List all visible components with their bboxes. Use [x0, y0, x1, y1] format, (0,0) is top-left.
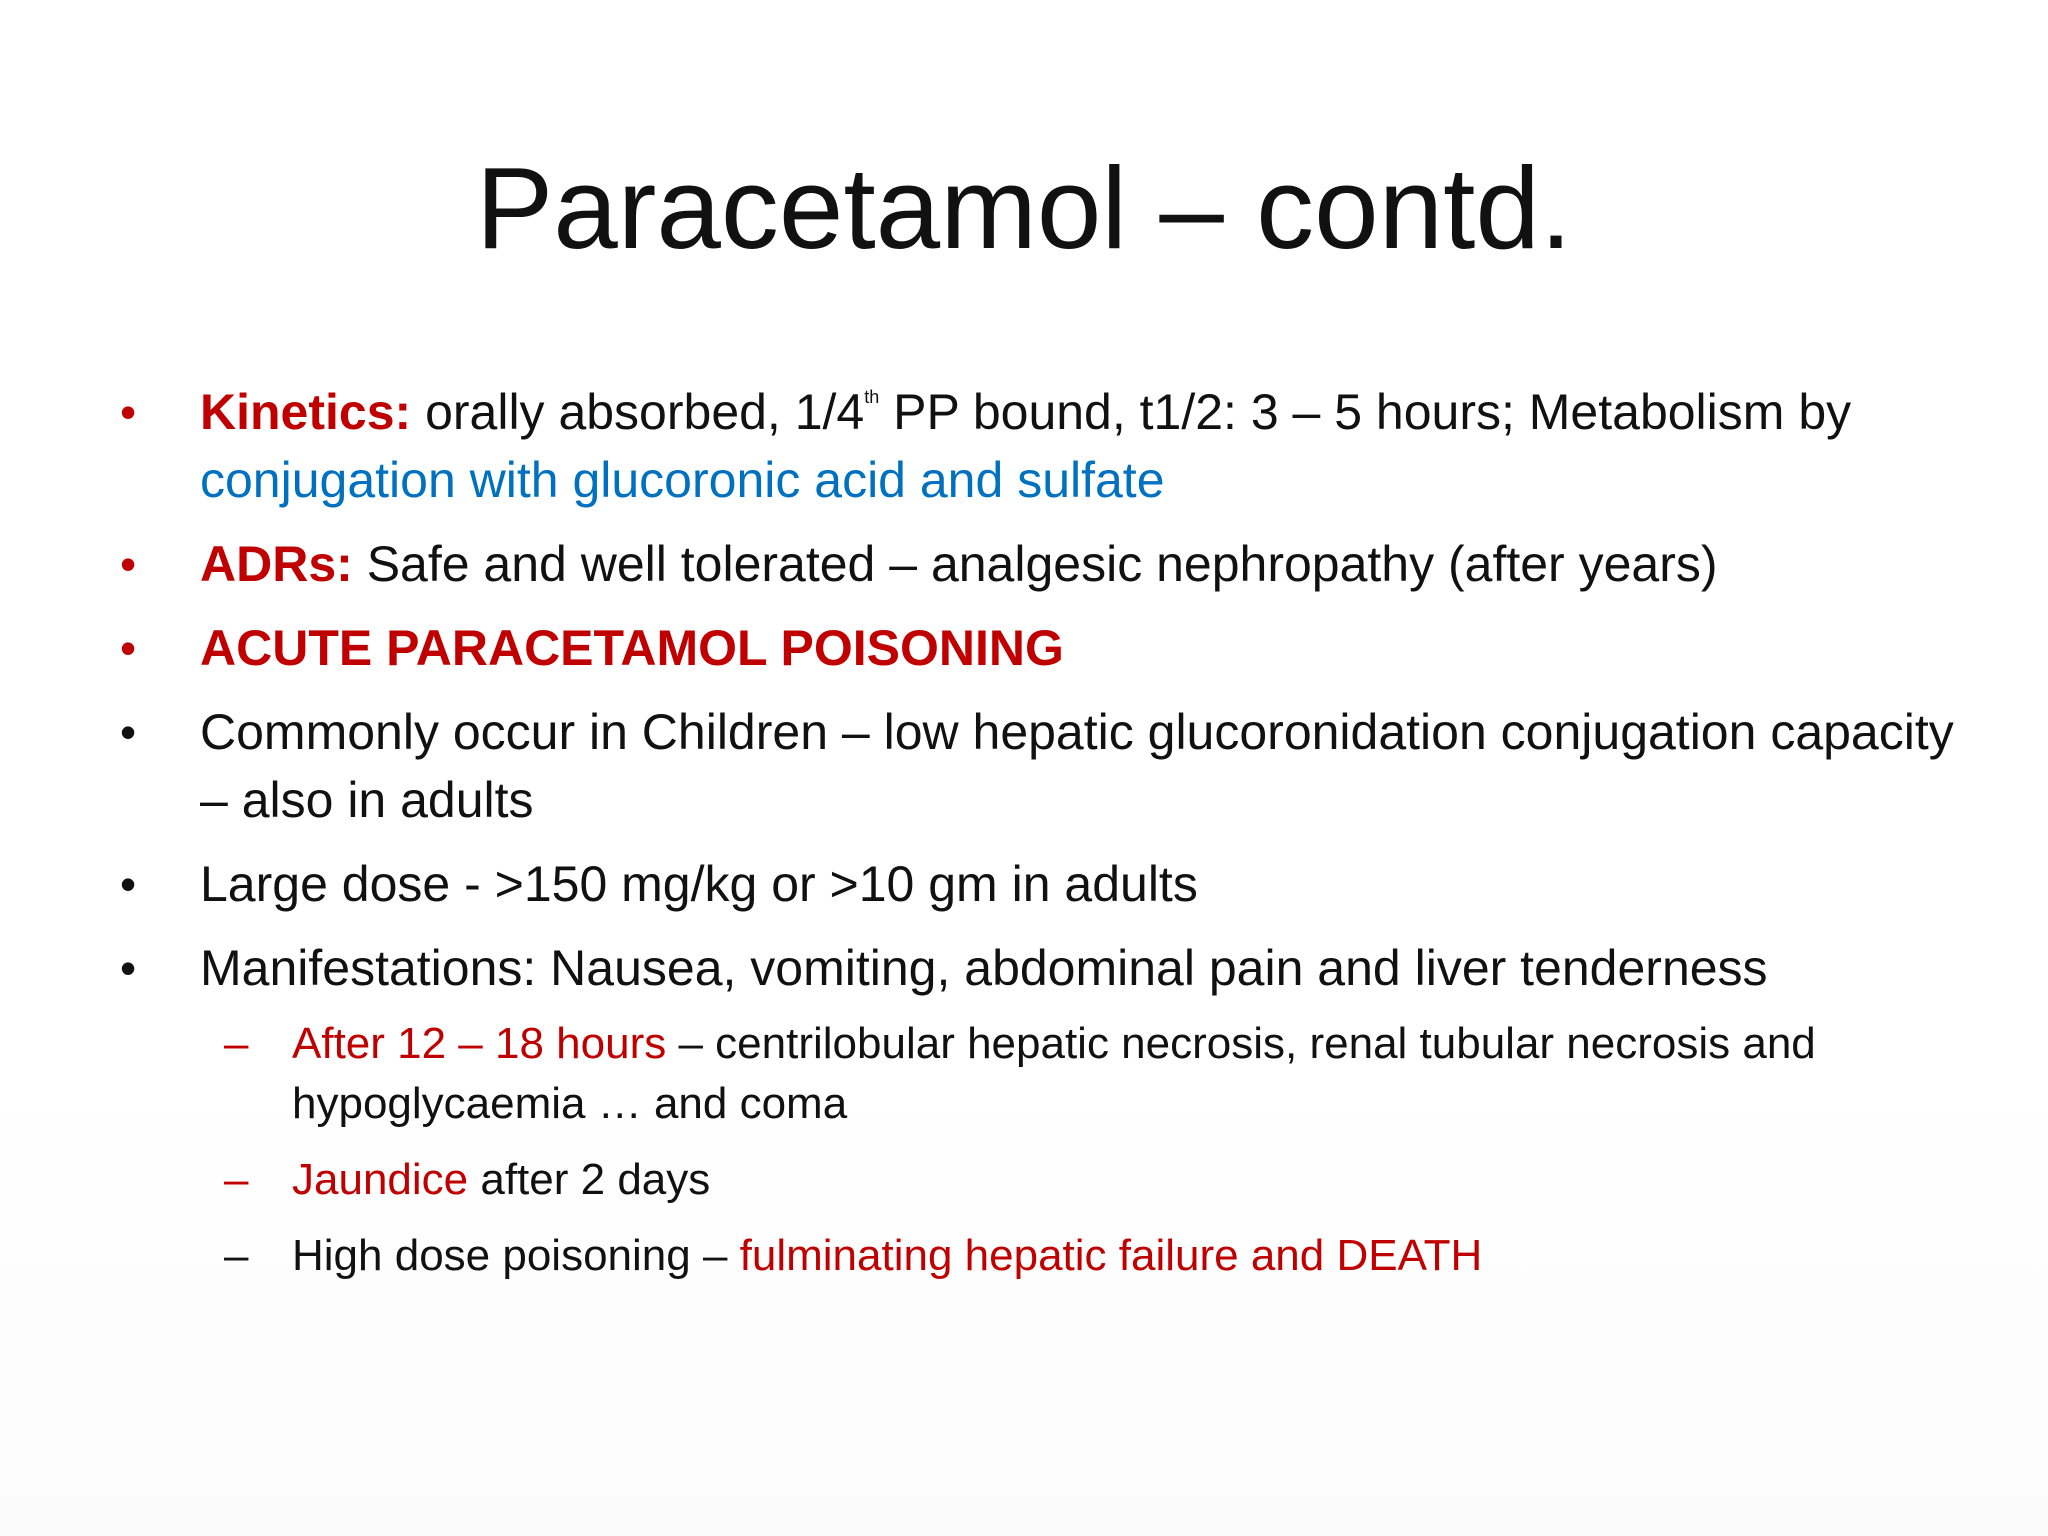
sub-bullet-after [120, 1014, 1960, 1134]
bullet-dose [120, 850, 1960, 918]
jaundice-text: after 2 days [468, 1155, 711, 1204]
after-text: – centrilobular hepatic necrosis, renal tubular necrosis and hypoglycaemia … and coma [292, 1019, 1816, 1128]
kinetics-ordinal: th [864, 387, 880, 407]
high-dose-text: High dose poisoning – [292, 1231, 740, 1280]
sub-bullet-high-dose [120, 1226, 1960, 1286]
bullet-marker: • [120, 622, 137, 674]
dash-marker: – [224, 1019, 249, 1068]
jaundice-highlight: Jaundice [292, 1155, 469, 1204]
poisoning-label: ACUTE PARACETAMOL POISONING [200, 620, 1064, 676]
bullet-marker: • [120, 538, 137, 590]
bullet-poisoning [120, 614, 1960, 682]
slide-title: Paracetamol – contd. [475, 143, 1573, 273]
children-text: Commonly occur in Children – low hepatic glucoronidation conjugation capacity – also in adults [200, 704, 1954, 828]
bullet-list [120, 378, 1960, 1302]
kinetics-text-b: PP bound, t1/2: 3 – 5 hours; Metabolism by [879, 384, 1852, 440]
dash-marker: – [224, 1231, 249, 1280]
high-dose-highlight: fulminating hepatic failure and DEATH [739, 1231, 1483, 1280]
adrs-label: ADRs: [200, 536, 353, 592]
bullet-manifestations [120, 934, 1960, 1002]
sub-bullet-jaundice [120, 1150, 1960, 1210]
dose-text: Large dose - >150 mg/kg or >10 gm in adults [200, 856, 1198, 912]
after-highlight: After 12 – 18 hours [292, 1019, 667, 1068]
bullet-children [120, 698, 1960, 834]
bullet-kinetics [120, 378, 1960, 514]
bullet-adrs [120, 530, 1960, 598]
kinetics-label: Kinetics: [200, 384, 412, 440]
manifestations-text: Manifestations: Nausea, vomiting, abdominal pain and liver tenderness [200, 940, 1768, 996]
kinetics-text-a: orally absorbed, 1/4 [411, 384, 865, 440]
adrs-text: Safe and well tolerated – analgesic nephropathy (after years) [352, 536, 1718, 592]
bullet-marker: • [120, 942, 137, 994]
bullet-marker: • [120, 858, 137, 910]
kinetics-highlight: conjugation with glucoronic acid and sulfate [200, 452, 1165, 508]
bullet-marker: • [120, 386, 137, 438]
dash-marker: – [224, 1155, 249, 1204]
bullet-marker: • [120, 706, 137, 758]
